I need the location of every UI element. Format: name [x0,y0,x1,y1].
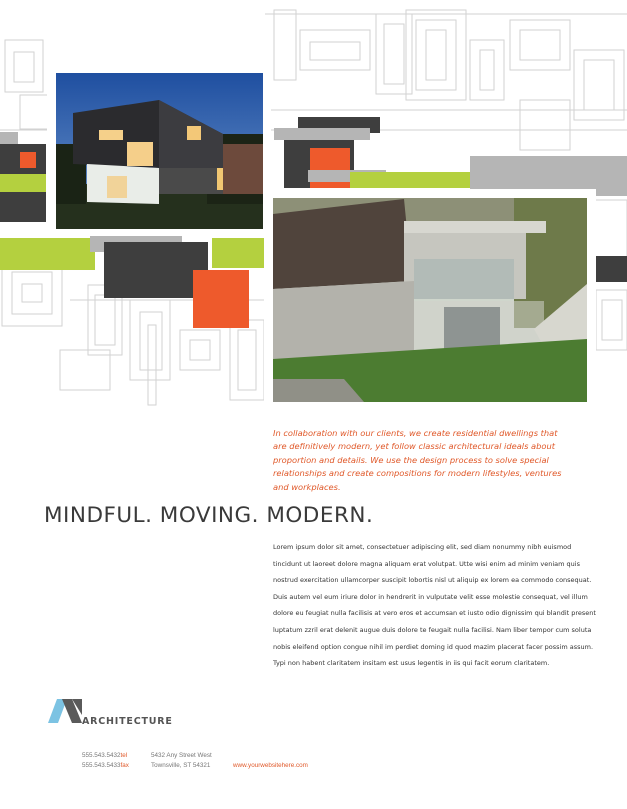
green-block [212,238,264,268]
house-photo-day [264,189,596,410]
gray-block [0,132,18,144]
headline: MINDFUL. MOVING. MODERN. [44,503,374,528]
website-link[interactable] [233,761,308,771]
dark-block [0,192,46,222]
green-block [0,174,46,192]
architecture-logo-icon [48,697,84,725]
house-photo-dusk [47,64,271,236]
phone-label: tel [120,752,128,759]
dark-block [594,256,627,282]
fax-number: 555.543.5433 [82,762,121,769]
phone-number: 555.543.5432 [82,752,121,759]
city-address: Townsville, ST 54321 [151,762,211,769]
website-url[interactable]: www.yourwebsitehere.com [233,762,308,769]
street-address: 5432 Any Street West [151,752,212,759]
intro-paragraph: In collaboration with our clients, we create residential dwellings that are definitively modern, yet follow classic architectural ideals about proportion and details. We use the design process to solve special relationships and create compositions for modern lifestyles, ventures and workplaces. [273,428,562,492]
footer-address [151,751,212,771]
orange-block [310,148,350,188]
orange-block [193,270,249,328]
gray-block [274,128,370,140]
green-block [350,172,470,188]
orange-block [20,152,36,168]
footer-contact [82,751,129,771]
fax-label: fax [120,762,129,769]
logo-wordmark: ARCHITECTURE [82,716,173,727]
body-paragraph: Lorem ipsum dolor sit amet, consectetuer adipiscing elit, sed diam nonummy nibh euismod tincidunt ut laoreet dolore magna aliquam erat volutpat. Utte wisi enim ad minim veniam quis nostrud exercitation ullamcorper suscipit lobortis nisl ut aliquip ex lorem ea commodo consequat. Duis autem vel eum iriure dolor in hendrerit in vulputate velit esse molestie consequat, vel illum dolore eu feugiat nulla facilisis at vero eros et accumsan et iusto odio dignissim qui blandit present luptatum zzril erat delenit augue duis dolore te feugait nulla facilisi. Nam liber tempor cum soluta nobis eleifend option congue nihil im perdiet doming id quod mazim placerat facer possim assum. Typi non habent claritatem insitam est usus legentis in iis qui facit eorum claritatem. [273,543,596,668]
green-block [0,238,95,270]
